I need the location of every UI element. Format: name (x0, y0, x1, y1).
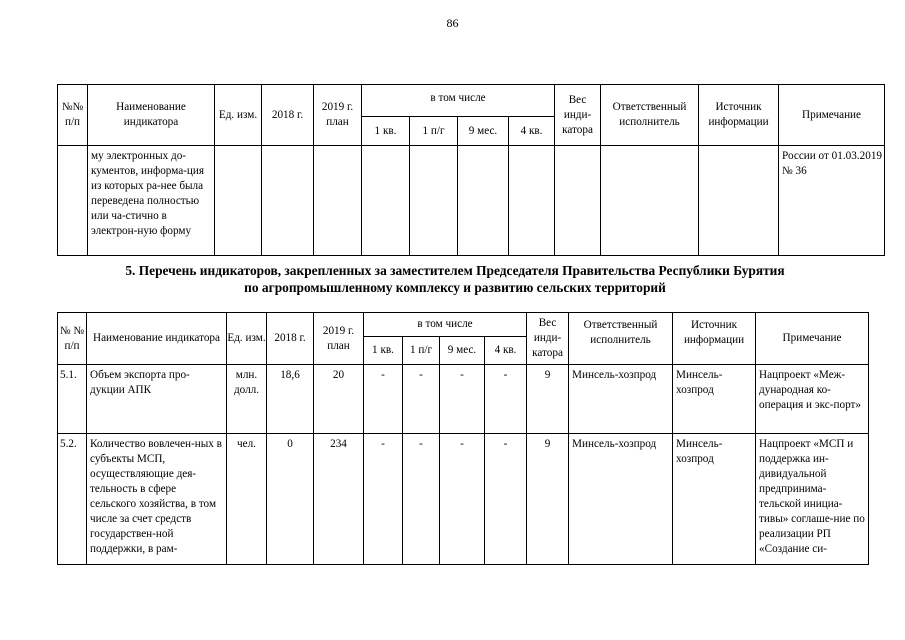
header-2018: 2018 г. (267, 313, 314, 365)
cell-weight: 9 (527, 434, 569, 565)
header-name: Наименование индикатора (87, 313, 227, 365)
cell-2019: 20 (314, 365, 364, 434)
header-unit: Ед. изм. (227, 313, 267, 365)
cell-note: России от 01.03.2019 № 36 (779, 146, 885, 256)
header-2018: 2018 г. (262, 85, 314, 146)
cell-h1: - (403, 365, 440, 434)
header-h1: 1 п/г (403, 337, 440, 365)
table-row (58, 146, 885, 256)
cell-responsible (601, 146, 699, 256)
section-title-line-2: по агропромышленному комплексу и развитию сельских территорий (244, 280, 666, 295)
cell-q4 (509, 146, 555, 256)
cell-h1: - (403, 434, 440, 565)
cell-2018 (262, 146, 314, 256)
cell-num: 5.1. (58, 365, 87, 434)
header-9m: 9 мес. (440, 337, 485, 365)
cell-unit: млн. долл. (227, 365, 267, 434)
header-note: Примечание (779, 85, 885, 146)
cell-2019: 234 (314, 434, 364, 565)
header-name: Наименование индикатора (88, 85, 215, 146)
cell-q1 (362, 146, 410, 256)
cell-note: Нацпроект «Меж-дународная ко-операция и экс-порт» (756, 365, 869, 434)
header-num: №№ п/п (58, 85, 88, 146)
header-q1: 1 кв. (364, 337, 403, 365)
page-number: 86 (446, 16, 459, 30)
cell-q4: - (485, 434, 527, 565)
cell-q4: - (485, 365, 527, 434)
header-responsible: Ответственный исполнитель (601, 85, 699, 146)
section-title (60, 262, 850, 296)
header-q1: 1 кв. (362, 117, 410, 146)
header-responsible: Ответственный исполнитель (569, 313, 673, 365)
cell-name: Количество вовлечен-ных в субъекты МСП, осуществляющие дея-тельность в сфере сельского хозяйства, в том числе за счет средств государствен-ной поддержки, в рам- (87, 434, 227, 565)
cell-2019 (314, 146, 362, 256)
cell-name: му электронных до-кументов, информа-ция из которых ра-нее была переведена полностью или ча-стично в электрон-ную форму (88, 146, 215, 256)
cell-unit: чел. (227, 434, 267, 565)
cell-2018: 0 (267, 434, 314, 565)
table-row (58, 434, 869, 565)
header-weight: Вес инди-катора (555, 85, 601, 146)
header-q4: 4 кв. (509, 117, 555, 146)
cell-source (699, 146, 779, 256)
cell-responsible: Минсель-хозпрод (569, 365, 673, 434)
header-source: Источник информации (673, 313, 756, 365)
cell-name: Объем экспорта про-дукции АПК (87, 365, 227, 434)
cell-9m: - (440, 365, 485, 434)
cell-2018: 18,6 (267, 365, 314, 434)
cell-weight (555, 146, 601, 256)
header-note: Примечание (756, 313, 869, 365)
header-9m: 9 мес. (458, 117, 509, 146)
indicators-table-section-5 (57, 312, 869, 565)
cell-unit (215, 146, 262, 256)
header-source: Источник информации (699, 85, 779, 146)
header-including: в том числе (364, 313, 527, 337)
cell-q1: - (364, 365, 403, 434)
cell-9m (458, 146, 509, 256)
cell-h1 (410, 146, 458, 256)
cell-weight: 9 (527, 365, 569, 434)
section-title-line-1: 5. Перечень индикаторов, закрепленных за заместителем Председателя Правительства Республики Бурятия (125, 263, 785, 278)
header-2019-plan: 2019 г. план (314, 313, 364, 365)
cell-note: Нацпроект «МСП и поддержка ин-дивидуальной предпринима-тельской инициа-тивы» соглаше-ние по реализации РП «Создание си- (756, 434, 869, 565)
header-h1: 1 п/г (410, 117, 458, 146)
indicators-table-continued (57, 84, 885, 256)
header-unit: Ед. изм. (215, 85, 262, 146)
header-including: в том числе (362, 85, 555, 117)
cell-num (58, 146, 88, 256)
cell-source: Минсель-хозпрод (673, 365, 756, 434)
table-row (58, 365, 869, 434)
header-2019-plan: 2019 г. план (314, 85, 362, 146)
cell-num: 5.2. (58, 434, 87, 565)
cell-9m: - (440, 434, 485, 565)
cell-responsible: Минсель-хозпрод (569, 434, 673, 565)
header-q4: 4 кв. (485, 337, 527, 365)
cell-source: Минсель-хозпрод (673, 434, 756, 565)
header-weight: Вес инди-катора (527, 313, 569, 365)
cell-q1: - (364, 434, 403, 565)
header-num: № № п/п (58, 313, 87, 365)
